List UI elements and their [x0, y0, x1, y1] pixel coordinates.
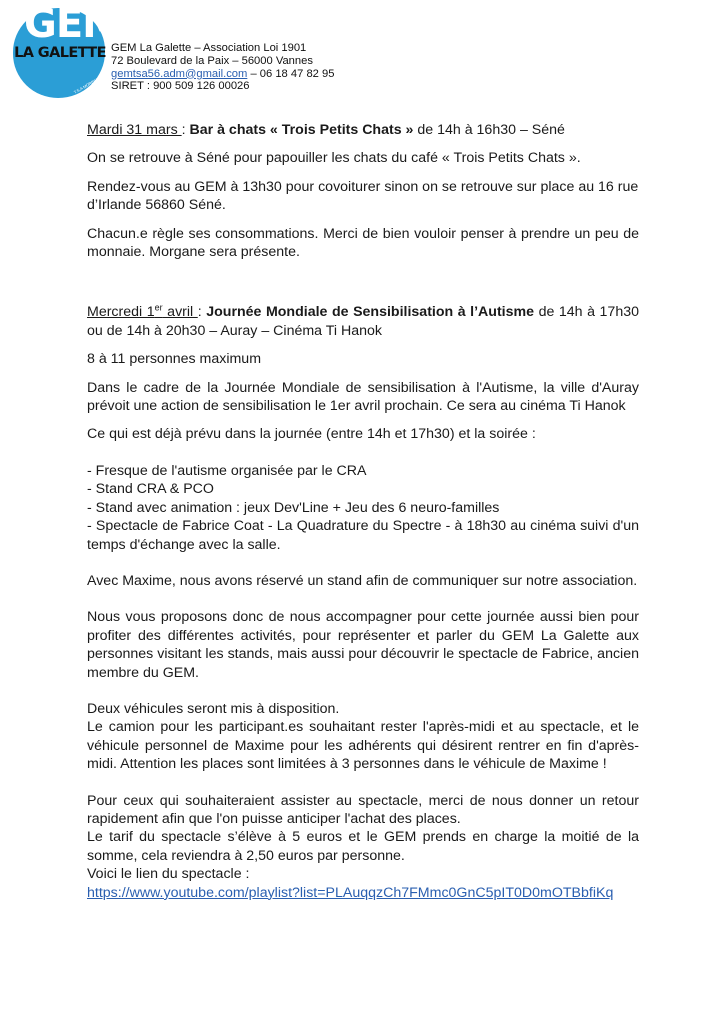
event-journee-autisme — [87, 303, 639, 902]
event2-vehicles-1: Deux véhicules seront mis à disposition. — [87, 700, 340, 717]
event1-paragraph-1: On se retrouve à Séné pour papouiller les chats du café « Trois Petits Chats ». — [87, 150, 581, 167]
spectacle-link[interactable]: https://www.youtube.com/playlist?list=PLAuqqzCh7FMmc0GnC5pIT0D0mOTBbfiKq — [87, 884, 614, 901]
event2-sep: : — [197, 304, 207, 321]
event2-show-1: Pour ceux qui souhaiteraient assister au spectacle, merci de nous donner un retour rapidement afin que l'on puisse anticiper l'achat des places. — [87, 792, 639, 827]
event2-date-sup: er — [154, 302, 163, 313]
header-line-name: GEM La Galette – Association Loi 1901 — [111, 42, 307, 54]
header-line-contact — [111, 68, 334, 81]
email-link[interactable]: gemtsa56.adm@gmail.com — [111, 67, 248, 80]
event1-details: de 14h à 16h30 – Séné — [413, 122, 565, 138]
event2-show-2: Le tarif du spectacle s’élève à 5 euros et le GEM prends en charge la moitié de la somme, cela reviendra à 2,50 euros par personne. — [87, 829, 639, 864]
event2-title: Journée Mondiale de Sensibilisation à l’Autisme — [206, 304, 535, 321]
event2-show-link-line — [87, 884, 639, 902]
event2-date-suffix: avril — [162, 304, 198, 321]
event2-paragraph-2: Avec Maxime, nous avons réservé un stand afin de communiquer sur notre association. — [87, 572, 638, 589]
event2-program-list — [87, 462, 639, 554]
association-header — [111, 42, 334, 93]
header-line-siret: SIRET : 900 509 126 00026 — [111, 80, 250, 93]
program-item: - Stand avec animation : jeux Dev'Line + Jeu des 6 neuro-familles — [87, 499, 500, 516]
event2-paragraph-1: Dans le cadre de la Journée Mondiale de sensibilisation à l'Autisme, la ville d'Auray prévoit une action de sensibilisation le 1er avril prochain. Ce sera au cinéma Ti Hanok — [87, 379, 639, 415]
event2-date-prefix: Mercredi 1 — [87, 304, 155, 321]
event2-vehicles-2: Le camion pour les participant.es souhaitant rester l'après-midi et au spectacle, et le véhicule personnel de Maxime pour les adhérents qui désirent rentrer en fin d'après-midi. Attention les places sont limitées à 3 personnes dans le véhicule de Maxime ! — [87, 719, 639, 773]
program-item: - Fresque de l'autisme organisée par le CRA — [87, 462, 367, 479]
event1-paragraph-2: Rendez-vous au GEM à 13h30 pour covoiturer sinon on se retrouve sur place au 16 rue d’Irlande 56860 Séné. — [87, 178, 639, 214]
event1-sep: : — [181, 122, 190, 138]
event1-date: Mardi 31 mars — [87, 122, 182, 138]
event2-heading — [87, 303, 639, 340]
gem-la-galette-logo — [10, 1, 121, 100]
event1-title: Bar à chats « Trois Petits Chats » — [189, 122, 414, 138]
event2-capacity: 8 à 11 personnes maximum — [87, 351, 262, 368]
event2-details: de 14h à 17h30 ou de 14h à 20h30 – Auray – Cinéma Ti Hanok — [87, 304, 639, 339]
program-item: - Spectacle de Fabrice Coat - La Quadrature du Spectre - à 18h30 au cinéma suivi d'un temps d'échange avec la salle. — [87, 518, 639, 553]
program-item: - Stand CRA & PCO — [87, 481, 214, 498]
event2-program-intro: Ce qui est déjà prévu dans la journée (entre 14h et 17h30) et la soirée : — [87, 426, 536, 443]
event2-show-3: Voici le lien du spectacle : — [87, 866, 250, 883]
event-bar-a-chats — [87, 121, 639, 261]
event1-paragraph-3: Chacun.e règle ses consommations. Merci de bien vouloir penser à prendre un peu de monnaie. Morgane sera présente. — [87, 225, 639, 261]
event1-heading — [87, 121, 639, 139]
event2-date — [87, 304, 198, 320]
logo-tagline: T.S.A MORBIHAN — [72, 74, 104, 95]
logo-title: GEM — [24, 1, 121, 47]
event2-paragraph-3: Nous vous proposons donc de nous accompagner pour cette journée aussi bien pour profiter des différentes activités, pour représenter et parler du GEM La Galette aux personnes visitant les stands, mais aussi pour découvrir le spectacle de Fabrice, ancien membre du GEM. — [87, 609, 639, 681]
header-line-address: 72 Boulevard de la Paix – 56000 Vannes — [111, 54, 313, 67]
logo-subtitle: LA GALETTE — [14, 45, 106, 61]
document-body — [87, 121, 639, 902]
phone-number: – 06 18 47 82 95 — [247, 67, 335, 80]
